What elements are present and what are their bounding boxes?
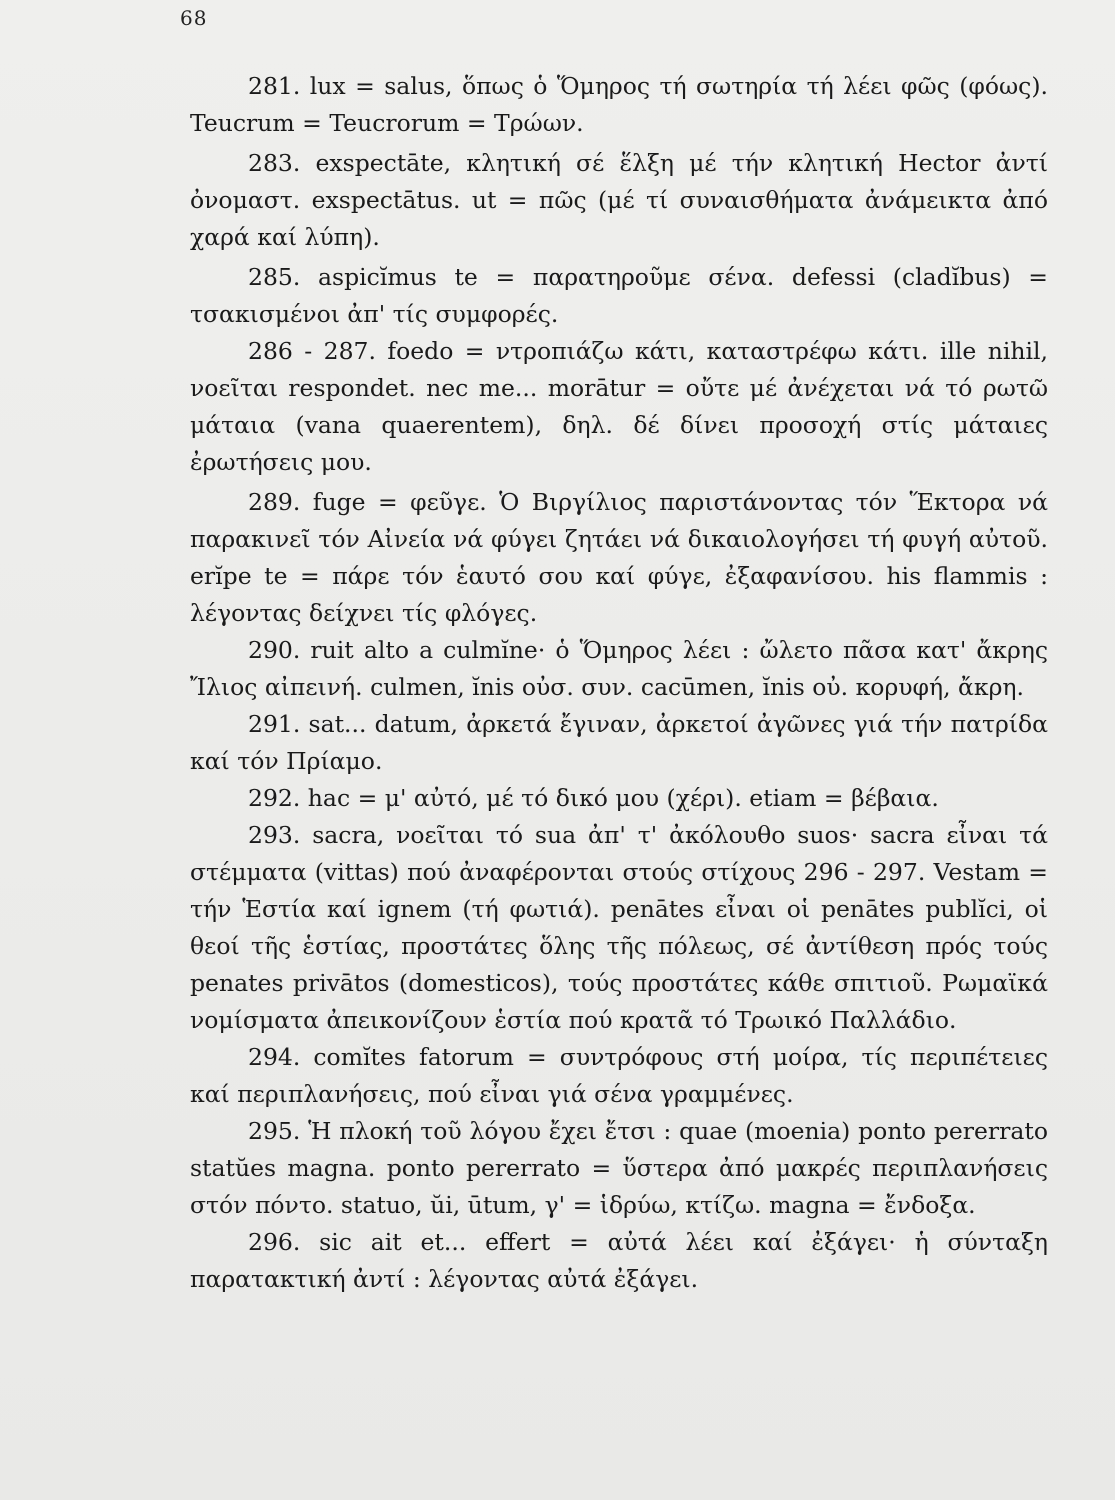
commentary-entry: 281. lux = salus, ὅπως ὁ Ὅμηρος τή σωτηρία τή λέει φῶς (φόως). Teucrum = Teucrorum = Τρώων. bbox=[190, 72, 1048, 137]
commentary-entry: 283. exspectāte, κλητική σέ ἕλξη μέ τήν κλητική Hector ἀντί ὀνομαστ. exspectātus. ut = πῶς (μέ τί συναισθήματα ἀνάμεικτα ἀπό χαρά καί λύπη). bbox=[190, 149, 1048, 251]
commentary-entry: 290. ruit alto a culmĭne· ὁ Ὅμηρος λέει : ὤλετο πᾶσα κατ' ἄκρης Ἴλιος αἰπεινή. culmen, ĭnis οὐσ. συν. cacūmen, ĭnis οὐ. κορυφή, ἄκρη. bbox=[190, 636, 1048, 701]
commentary-body bbox=[190, 68, 1048, 1298]
commentary-entry: 294. comĭtes fatorum = συντρόφους στή μοίρα, τίς περιπέτειες καί περιπλανήσεις, πού εἶναι γιά σένα γραμμένες. bbox=[190, 1043, 1048, 1108]
commentary-entry: 295. Ἡ πλοκή τοῦ λόγου ἔχει ἔτσι : quae (moenia) ponto pererrato statŭes magna. ponto pererrato = ὕστερα ἀπό μακρές περιπλανήσεις στόν πόντο. statuo, ŭi, ūtum, γ' = ἱδρύω, κτίζω. magna = ἔνδοξα. bbox=[190, 1117, 1048, 1219]
commentary-entry: 289. fuge = φεῦγε. Ὁ Βιργίλιος παριστάνοντας τόν Ἕκτορα νά παρακινεῖ τόν Αἰνεία νά φύγει ζητάει νά δικαιολογήσει τή φυγή αὐτοῦ. erĭpe te = πάρε τόν ἑαυτό σου καί φύγε, ἐξαφανίσου. his flammis : λέγοντας δείχνει τίς φλόγες. bbox=[190, 488, 1048, 627]
commentary-entry: 285. aspicĭmus te = παρατηροῦμε σένα. defessi (cladĭbus) = τσακισμένοι ἀπ' τίς συμφορές. bbox=[190, 263, 1048, 328]
page-number: 68 bbox=[180, 6, 208, 30]
commentary-entry: 291. sat... datum, ἀρκετά ἔγιναν, ἀρκετοί ἀγῶνες γιά τήν πατρίδα καί τόν Πρίαμο. bbox=[190, 710, 1048, 775]
commentary-entry: 292. hac = μ' αὐτό, μέ τό δικό μου (χέρι). etiam = βέβαια. bbox=[248, 784, 939, 812]
commentary-entry: 286 - 287. foedo = ντροπιάζω κάτι, καταστρέφω κάτι. ille nihil, νοεῖται respondet. nec me... morātur = οὔτε μέ ἀνέχεται νά τό ρωτῶ μάταια (vana quaerentem), δηλ. δέ δίνει προσοχή στίς μάταιες ἐρωτήσεις μου. bbox=[190, 337, 1048, 476]
commentary-entry: 293. sacra, νοεῖται τό sua ἀπ' τ' ἀκόλουθο suos· sacra εἶναι τά στέμματα (vittas) πού ἀναφέρονται στούς στίχους 296 - 297. Vestam = τήν Ἑστία καί ignem (τή φωτιά). penātes εἶναι οἱ penātes publĭci, οἱ θεοί τῆς ἑστίας, προστάτες ὅλης τῆς πόλεως, σέ ἀντίθεση πρός τούς penates privātos (domesticos), τούς προστάτες κάθε σπιτιοῦ. Ρωμαϊκά νομίσματα ἀπεικονίζουν ἑστία πού κρατᾶ τό Τρωικό Παλλάδιο. bbox=[190, 821, 1048, 1034]
commentary-entry: 296. sic ait et... effert = αὐτά λέει καί ἐξάγει· ἡ σύνταξη παρατακτική ἀντί : λέγοντας αὐτά ἐξάγει. bbox=[190, 1228, 1048, 1293]
